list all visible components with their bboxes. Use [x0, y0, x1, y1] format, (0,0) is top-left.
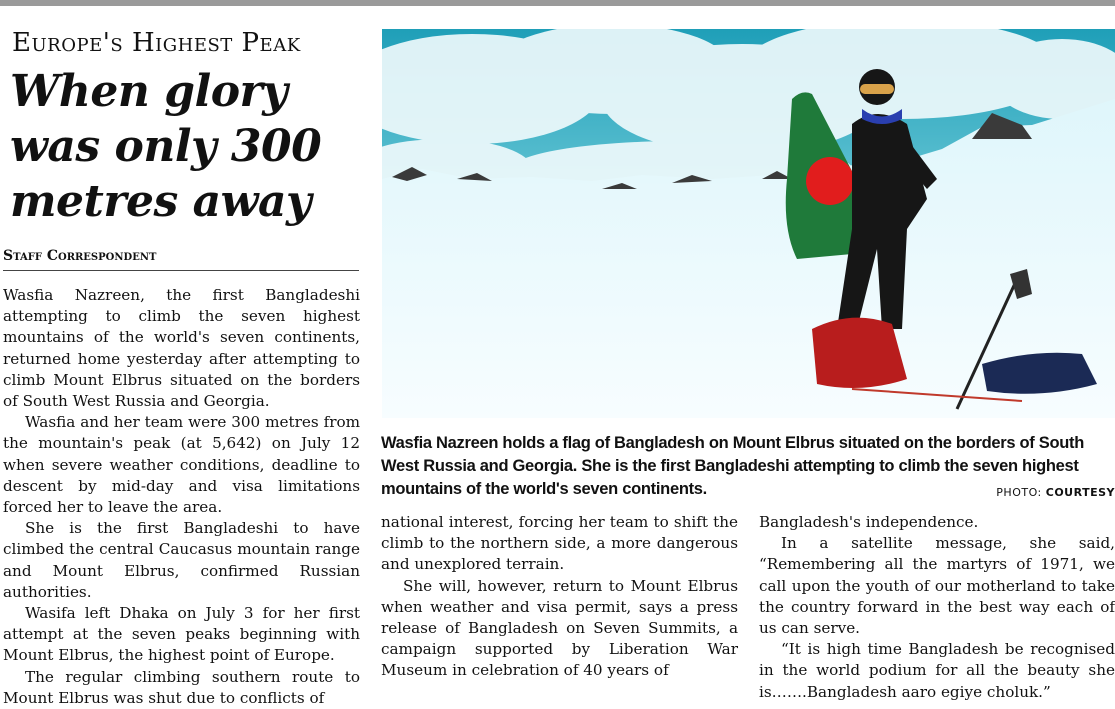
photo-credit: [990, 486, 1115, 499]
paragraph: In a satellite message, she said, “Remembering all the martyrs of 1971, we call upon the youth of our motherland to take the country forward in the best way each of us can serve.: [759, 534, 1115, 638]
paragraph: Wasifa left Dhaka on July 3 for her first attempt at the seven peaks beginning with Mount Elbrus, the highest point of Europe.: [3, 604, 360, 665]
photo-credit-value: COURTESY: [1045, 486, 1115, 499]
article-column-3: [759, 512, 1115, 703]
article-kicker: Europe's Highest Peak: [12, 28, 301, 58]
paragraph: She will, however, return to Mount Elbrus when weather and visa permit, says a press release of Bangladesh on Seven Summits, a campaign supported by Liberation War Museum in celebration of 40 years of: [381, 576, 738, 680]
article-headline: When glory was only 300 metres away: [10, 66, 322, 227]
paragraph: national interest, forcing her team to shift the climb to the northern side, a more dangerous and unexplored terrain.: [381, 513, 738, 574]
article-column-1: [3, 285, 360, 709]
article-column-2: [381, 512, 738, 682]
paragraph: Wasfia and her team were 300 metres from the mountain's peak (at 5,642) on July 12 when severe weather conditions, deadline to descent by mid-day and visa limitations forced her to leave the area.: [3, 413, 360, 517]
photo-credit-label: PHOTO:: [996, 486, 1042, 499]
photo-caption-text: Wasfia Nazreen holds a flag of Bangladesh on Mount Elbrus situated on the borders of South West Russia and Georgia. She is the first Bangladeshi attempting to climb the seven highest mountains of the world's seven continents.: [381, 434, 1085, 498]
paragraph: The regular climbing southern route to Mount Elbrus was shut due to conflicts of: [3, 667, 360, 707]
paragraph: Wasfia Nazreen, the first Bangladeshi attempting to climb the seven highest mountains of the world's seven continents, returned home yesterday after attempting to climb Mount Elbrus situated on the borders of South West Russia and Georgia.: [3, 286, 360, 411]
article-photo: [382, 29, 1115, 418]
paragraph: She is the first Bangladeshi to have climbed the central Caucasus mountain range and Mount Elbrus, confirmed Russian authorities.: [3, 519, 360, 601]
paragraph: “It is high time Bangladesh be recognised in the world podium for all the beauty she is…….Bangladesh aaro egiye choluk.”: [759, 640, 1115, 701]
page-top-rule: [0, 0, 1115, 6]
paragraph: Bangladesh's independence.: [759, 513, 979, 531]
article-byline: Staff Correspondent: [3, 248, 359, 271]
